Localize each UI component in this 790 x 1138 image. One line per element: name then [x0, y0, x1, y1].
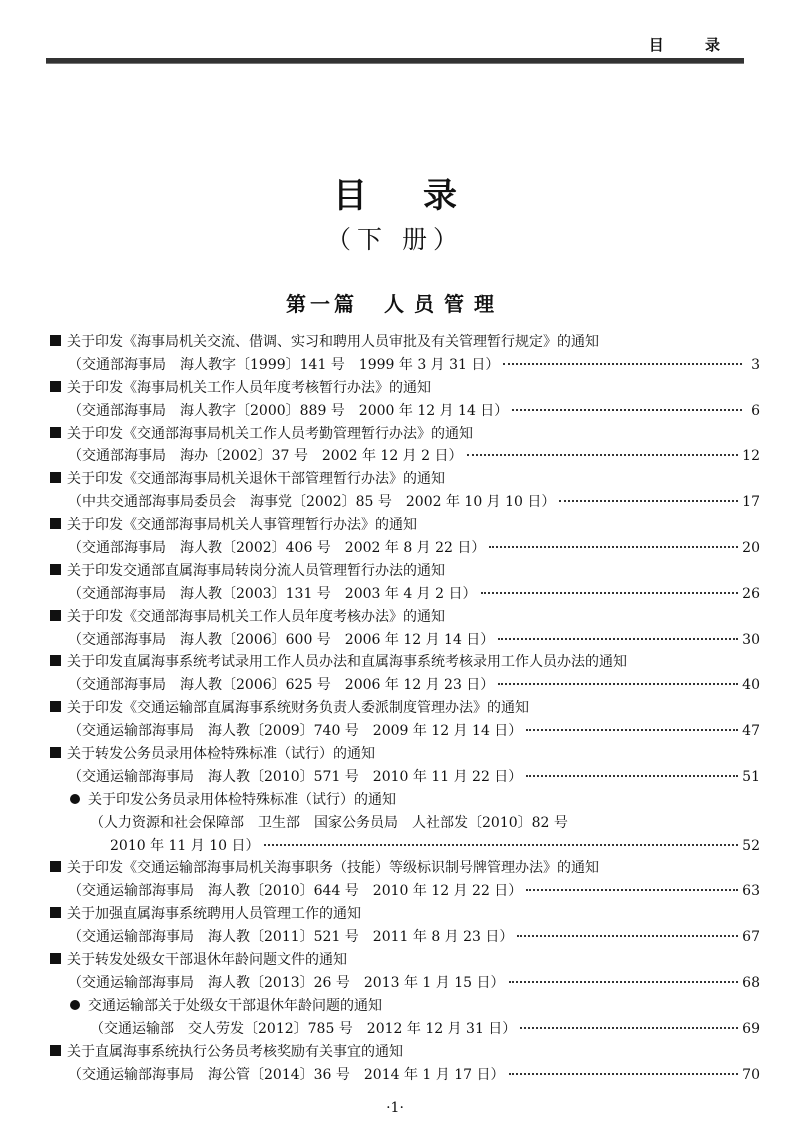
section-number: 第一篇: [286, 292, 358, 316]
toc-entry-title[interactable]: [50, 697, 760, 720]
toc-entry-source: [50, 537, 760, 560]
entry-page-number[interactable]: 6: [751, 402, 760, 419]
dot-leader: [509, 981, 739, 983]
table-of-contents: [50, 331, 760, 1086]
bullet-square-icon: [50, 518, 61, 529]
entry-source-text: 2010 年 11 月 10 日）: [110, 837, 260, 854]
dot-leader: [498, 683, 738, 685]
entry-title-text[interactable]: 交通运输部关于处级女干部退休年龄问题的通知: [88, 997, 382, 1014]
toc-entry-source: [50, 583, 760, 606]
entry-source-text: （交通部海事局 海人教字〔2000〕889 号 2000 年 12 月 14 日）: [68, 402, 509, 419]
dot-leader: [509, 1073, 739, 1075]
dot-leader: [481, 592, 739, 594]
entry-page-number[interactable]: 26: [742, 585, 760, 602]
dot-leader: [559, 500, 738, 502]
toc-entry-title[interactable]: [50, 995, 760, 1018]
entry-page-number[interactable]: 52: [742, 837, 760, 854]
toc-entry-title[interactable]: [50, 651, 760, 674]
bullet-square-icon: [50, 907, 61, 918]
dot-leader: [264, 844, 739, 846]
dot-leader: [526, 729, 738, 731]
toc-entry-source: [50, 972, 760, 995]
page-title: 目录: [333, 176, 513, 216]
bullet-square-icon: [50, 747, 61, 758]
dot-leader: [512, 409, 742, 411]
bullet-square-icon: [50, 1045, 61, 1056]
entry-title-text[interactable]: 关于直属海事系统执行公务员考核奖励有关事宜的通知: [67, 1043, 403, 1060]
bullet-square-icon: [50, 861, 61, 872]
entry-source-text: （交通运输部海事局 海公管〔2014〕36 号 2014 年 1 月 17 日）: [68, 1066, 505, 1083]
toc-entry-title[interactable]: [50, 514, 760, 537]
entry-source-text: （交通部海事局 海人教〔2003〕131 号 2003 年 4 月 2 日）: [68, 585, 477, 602]
toc-entry-source: [50, 1064, 760, 1087]
entry-source-text: （交通运输部海事局 海人教〔2010〕644 号 2010 年 12 月 22 日）: [68, 883, 523, 900]
toc-entry-title[interactable]: [50, 1041, 760, 1064]
entry-page-number[interactable]: 63: [742, 883, 760, 900]
dot-leader: [520, 1027, 738, 1029]
entry-page-number[interactable]: 51: [742, 768, 760, 785]
entry-source-text: （中共交通部海事局委员会 海事党〔2002〕85 号 2002 年 10 月 10 日）: [68, 494, 556, 511]
dot-leader: [489, 546, 738, 548]
entry-title-text[interactable]: 关于印发《交通部海事局机关工作人员考勤管理暂行办法》的通知: [67, 425, 473, 442]
toc-entry-title[interactable]: [50, 423, 760, 446]
toc-entry-source: [50, 674, 760, 697]
entry-page-number[interactable]: 68: [742, 974, 760, 991]
toc-entry-title[interactable]: [50, 743, 760, 766]
entry-page-number[interactable]: 69: [742, 1020, 760, 1037]
entry-title-text[interactable]: 关于印发《交通运输部海事局机关海事职务（技能）等级标识制号牌管理办法》的通知: [67, 860, 599, 877]
toc-entry-source: [50, 445, 760, 468]
entry-source-text: （交通运输部海事局 海人教〔2010〕571 号 2010 年 11 月 22 日）: [68, 768, 523, 785]
bullet-square-icon: [50, 610, 61, 621]
entry-source-text: （交通部海事局 海人教〔2002〕406 号 2002 年 8 月 22 日）: [68, 540, 486, 557]
entry-source-text: （交通运输部海事局 海人教〔2009〕740 号 2009 年 12 月 14 日）: [68, 723, 523, 740]
entry-title-text[interactable]: 关于印发交通部直属海事局转岗分流人员管理暂行办法的通知: [67, 562, 445, 579]
entry-title-text[interactable]: 关于转发公务员录用体检特殊标准（试行）的通知: [67, 746, 375, 763]
entry-source-text: （交通运输部海事局 海人教〔2013〕26 号 2013 年 1 月 15 日）: [68, 974, 505, 991]
toc-entry-title[interactable]: [50, 331, 760, 354]
toc-entry-source: [50, 629, 760, 652]
entry-source-text: （交通部海事局 海人教字〔1999〕141 号 1999 年 3 月 31 日）: [68, 356, 500, 373]
bullet-square-icon: [50, 564, 61, 575]
entry-title-text[interactable]: 关于印发《交通部海事局机关人事管理暂行办法》的通知: [67, 517, 417, 534]
entry-page-number[interactable]: 12: [742, 448, 760, 465]
toc-entry-source: [50, 766, 760, 789]
entry-page-number[interactable]: 70: [742, 1066, 760, 1083]
entry-title-text[interactable]: 关于印发《交通运输部直属海事系统财务负责人委派制度管理办法》的通知: [67, 700, 529, 717]
bullet-square-icon: [50, 381, 61, 392]
entry-title-text[interactable]: 关于印发《海事局机关交流、借调、实习和聘用人员审批及有关管理暂行规定》的通知: [67, 334, 599, 350]
bullet-square-icon: [50, 701, 61, 712]
entry-source-text: （交通运输部 交人劳发〔2012〕785 号 2012 年 12 月 31 日）: [90, 1020, 517, 1037]
toc-entry-title[interactable]: [50, 468, 760, 491]
entry-source-text: （交通部海事局 海人教〔2006〕600 号 2006 年 12 月 14 日）: [68, 631, 495, 648]
entry-source-text: （人力资源和社会保障部 卫生部 国家公务员局 人社部发〔2010〕82 号: [90, 814, 568, 831]
entry-page-number[interactable]: 67: [742, 929, 760, 946]
toc-entry-source: [50, 1018, 760, 1041]
running-head: 目 录: [648, 36, 738, 54]
dot-leader: [526, 775, 738, 777]
entry-page-number[interactable]: 17: [742, 494, 760, 511]
dot-leader: [503, 363, 742, 365]
bullet-square-icon: [50, 953, 61, 964]
toc-entry-source: [50, 720, 760, 743]
bullet-circle-icon: [70, 1000, 80, 1010]
header-rule: [46, 58, 744, 64]
entry-title-text[interactable]: 关于印发《海事局机关工作人员年度考核暂行办法》的通知: [67, 379, 431, 396]
entry-title-text[interactable]: 关于印发《交通部海事局机关工作人员年度考核办法》的通知: [67, 608, 445, 625]
dot-leader: [498, 638, 738, 640]
toc-entry-source: [50, 812, 760, 835]
entry-title-text[interactable]: 关于印发《交通部海事局机关退休干部管理暂行办法》的通知: [67, 471, 445, 488]
toc-entry-source: [50, 835, 760, 858]
entry-source-text: （交通运输部海事局 海人教〔2011〕521 号 2011 年 8 月 23 日）: [68, 929, 514, 946]
section-name: 人员管理: [384, 292, 504, 316]
toc-entry-source: [50, 491, 760, 514]
entry-source-text: （交通部海事局 海人教〔2006〕625 号 2006 年 12 月 23 日）: [68, 677, 495, 694]
toc-entry-title[interactable]: [50, 949, 760, 972]
bullet-square-icon: [50, 335, 61, 346]
dot-leader: [467, 454, 739, 456]
entry-page-number[interactable]: 3: [751, 356, 760, 373]
volume-subtitle: （下 册）: [326, 225, 464, 254]
toc-entry-source: [50, 880, 760, 903]
bullet-circle-icon: [70, 794, 80, 804]
toc-entry-title[interactable]: [50, 560, 760, 583]
section-heading: [0, 288, 790, 317]
entry-title-text[interactable]: 关于转发处级女干部退休年龄问题文件的通知: [67, 952, 347, 969]
bullet-square-icon: [50, 655, 61, 666]
dot-leader: [517, 935, 738, 937]
toc-entry-source: [50, 926, 760, 949]
dot-leader: [526, 889, 738, 891]
entry-page-number[interactable]: 30: [742, 631, 760, 648]
page-number: ·1·: [386, 1100, 404, 1116]
entry-title-text[interactable]: 关于印发公务员录用体检特殊标准（试行）的通知: [88, 791, 396, 808]
entry-page-number[interactable]: 40: [742, 677, 760, 694]
entry-page-number[interactable]: 20: [742, 540, 760, 557]
entry-title-text[interactable]: 关于加强直属海事系统聘用人员管理工作的通知: [67, 906, 361, 923]
toc-entry-title[interactable]: [50, 377, 760, 400]
toc-entry-title[interactable]: [50, 606, 760, 629]
toc-entry-title[interactable]: [50, 903, 760, 926]
toc-entry-title[interactable]: [50, 789, 760, 812]
toc-entry-title[interactable]: [50, 857, 760, 880]
entry-source-text: （交通部海事局 海办〔2002〕37 号 2002 年 12 月 2 日）: [68, 448, 463, 465]
toc-entry-source: [50, 354, 760, 377]
bullet-square-icon: [50, 472, 61, 483]
bullet-square-icon: [50, 427, 61, 438]
entry-title-text[interactable]: 关于印发直属海事系统考试录用工作人员办法和直属海事系统考核录用工作人员办法的通知: [67, 654, 627, 671]
entry-page-number[interactable]: 47: [742, 723, 760, 740]
toc-entry-source: [50, 400, 760, 423]
